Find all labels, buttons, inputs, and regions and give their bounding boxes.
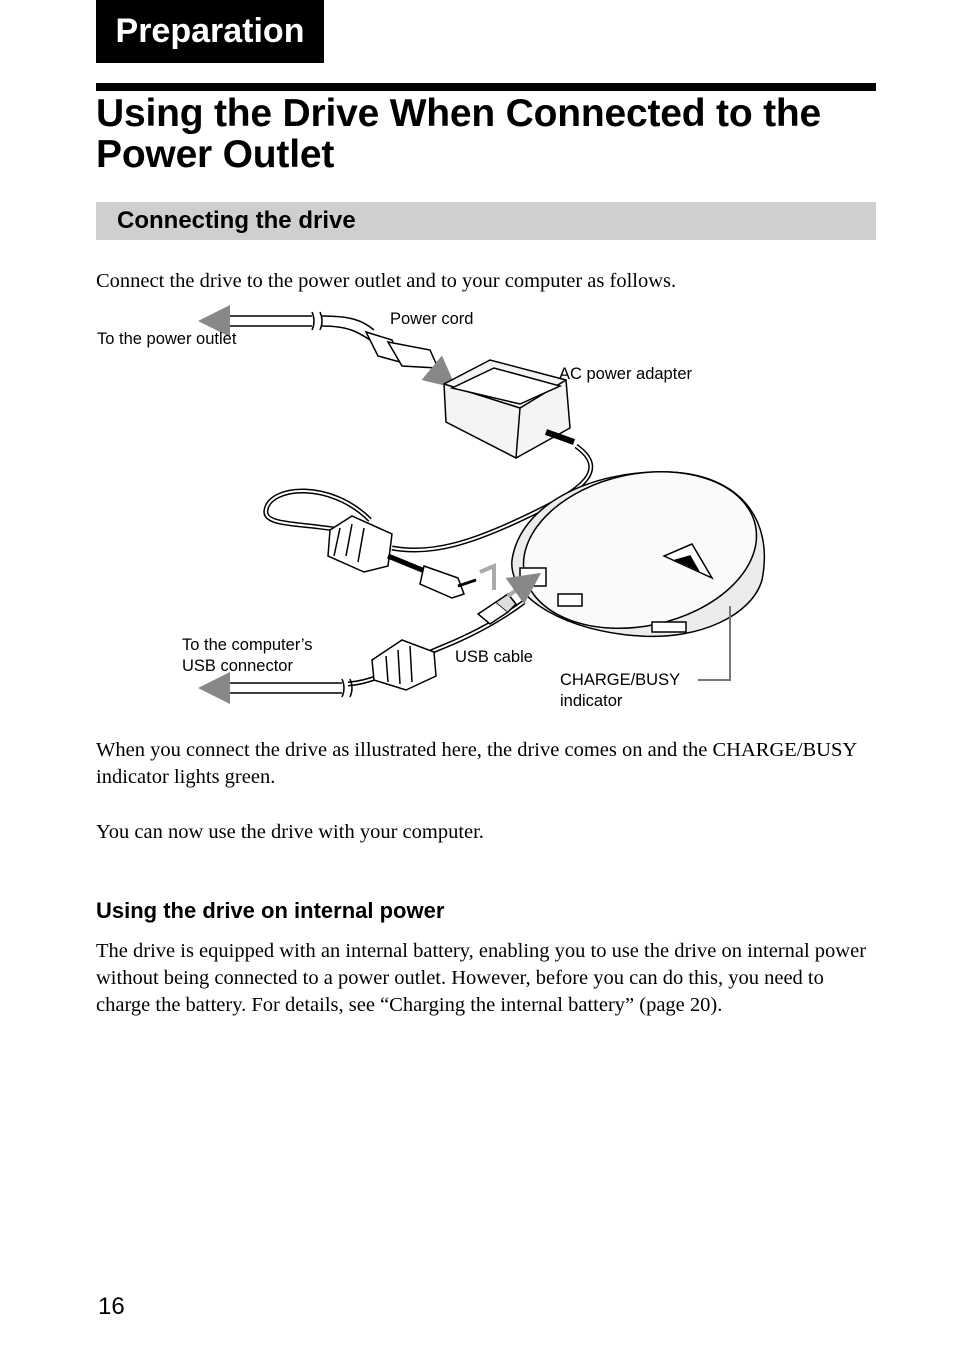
page-number: 16 — [98, 1293, 125, 1320]
subheading-connecting: Connecting the drive — [117, 207, 356, 234]
power-plug — [366, 332, 438, 368]
ferrite-core-usb — [372, 640, 436, 690]
cd-drive — [509, 451, 771, 649]
paragraph-use-drive: You can now use the drive with your computer. — [96, 821, 484, 843]
label-to-computer — [182, 635, 313, 677]
ac-adapter — [444, 360, 574, 458]
label-to-power-outlet: To the power outlet — [97, 330, 237, 348]
label-charge-busy-line1: CHARGE/BUSY — [560, 671, 681, 689]
paragraph-connect-result: When you connect the drive as illustrated here, the drive comes on and the CHARGE/BUSY indicator lights green. — [96, 739, 857, 788]
intro-paragraph: Connect the drive to the power outlet and to your computer as follows. — [96, 270, 677, 292]
usb-plug — [478, 594, 516, 624]
subheading-internal-power: Using the drive on internal power — [96, 898, 445, 923]
label-to-computer-line2: USB connector — [182, 657, 293, 675]
ferrite-core-power — [328, 516, 392, 572]
section-tab: Preparation — [96, 0, 324, 63]
paragraph-internal-power: The drive is equipped with an internal battery, enabling you to use the drive on internal power without being connected to a power outlet. However, before you can do this, you need to charge the battery. For details, see “Charging the internal battery” (page 20). — [96, 940, 867, 1016]
label-power-cord: Power cord — [390, 310, 474, 328]
label-to-computer-line1: To the computer’s — [182, 636, 313, 654]
page-title-line2: Power Outlet — [96, 133, 335, 176]
label-charge-busy — [560, 670, 680, 712]
label-usb-cable: USB cable — [455, 648, 533, 666]
label-charge-busy-line2: indicator — [560, 692, 623, 710]
plug-arrow-icon — [432, 368, 444, 378]
page-title-line1: Using the Drive When Connected to the — [96, 92, 821, 135]
usb-cord-end — [228, 679, 352, 697]
power-cord — [230, 312, 374, 340]
dc-plug — [420, 566, 476, 598]
dc-arrow-icon — [480, 566, 494, 590]
label-ac-power-adapter: AC power adapter — [559, 365, 692, 383]
